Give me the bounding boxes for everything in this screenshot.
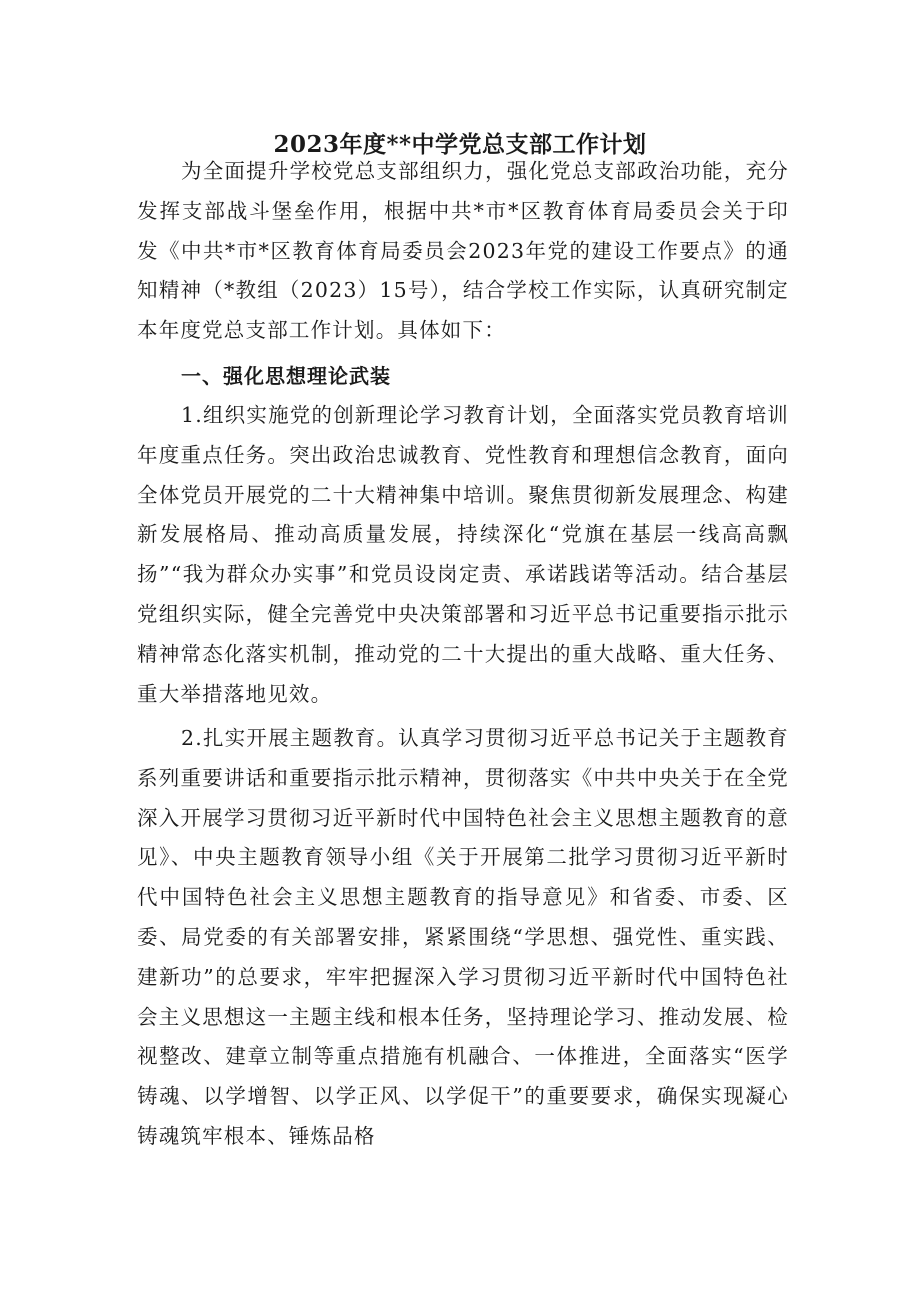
document-title: 2023年度**中学党总支部工作计划 — [273, 131, 647, 159]
intro-paragraph: 为全面提升学校党总支部组织力，强化党总支部政治功能，充分发挥支部战斗堡垒作用，根据中共*市*区教育体育局委员会关于印发《中共*市*区教育体育局委员会2023年党的建设工作要点》的通知精神（*教组（2023）15号），结合学校工作实际，认真研究制定本年度党总支部工作计划。具体如下： — [137, 159, 789, 343]
item-2-paragraph: 2.扎实开展主题教育。认真学习贯彻习近平总书记关于主题教育系列重要讲话和重要指示批示精神，贯彻落实《中共中央关于在全党深入开展学习贯彻习近平新时代中国特色社会主义思想主题教育的意见》、中央主题教育领导小组《关于开展第二批学习贯彻习近平新时代中国特色社会主义思想主题教育的指导意见》和省委、市委、区委、局党委的有关部署安排，紧紧围绕“学思想、强党性、重实践、建新功”的总要求，牢牢把握深入学习贯彻习近平新时代中国特色社会主义思想这一主题主线和根本任务，坚持理论学习、推动发展、检视整改、建章立制等重点措施有机融合、一体推进，全面落实“医学铸魂、以学增智、以学正风、以学促干”的重要要求，确保实现凝心铸魂筑牢根本、锤炼品格 — [137, 726, 789, 1148]
section-1-heading: 一、强化思想理论武装 — [181, 364, 391, 388]
item-1-paragraph: 1.组织实施党的创新理论学习教育计划，全面落实党员教育培训年度重点任务。突出政治忠诚教育、党性教育和理想信念教育，面向全体党员开展党的二十大精神集中培训。聚焦贯彻新发展理念、构建新发展格局、推动高质量发展，持续深化“党旗在基层一线高高飘扬”“我为群众办实事”和党员设岗定责、承诺践诺等活动。结合基层党组织实际，健全完善党中央决策部署和习近平总书记重要指示批示精神常态化落实机制，推动党的二十大提出的重大战略、重大任务、重大举措落地见效。 — [137, 403, 789, 706]
